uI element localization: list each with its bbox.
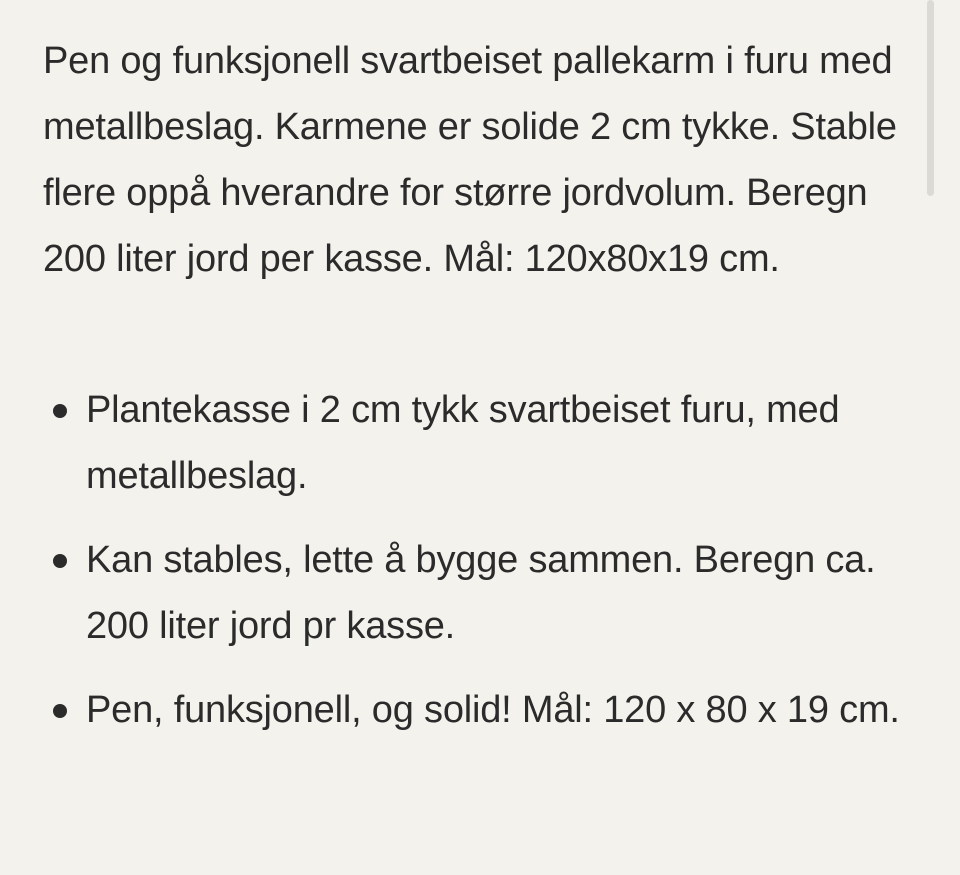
list-item [43,377,903,509]
feature-text: Kan stables, lette å bygge sammen. Beregn ca. 200 liter jord pr kasse. [86,539,876,647]
bullet-icon [53,704,67,718]
bullet-icon [53,404,67,418]
feature-text: Pen, funksjonell, og solid! Mål: 120 x 80 x 19 cm. [86,689,900,731]
list-item [43,527,903,659]
product-description: Pen og funksjonell svartbeiset pallekarm i furu med metallbeslag. Karmene er solide 2 cm tykke. Stable flere oppå hverandre for større jordvolum. Beregn 200 liter jord per kasse. Mål: 120x80x19 cm. [43,40,897,280]
feature-text: Plantekasse i 2 cm tykk svartbeiset furu, med metallbeslag. [86,389,840,497]
bullet-icon [53,554,67,568]
feature-list [43,377,903,743]
scrollbar[interactable] [927,0,934,196]
product-description-section [43,28,903,761]
list-item [43,677,903,743]
